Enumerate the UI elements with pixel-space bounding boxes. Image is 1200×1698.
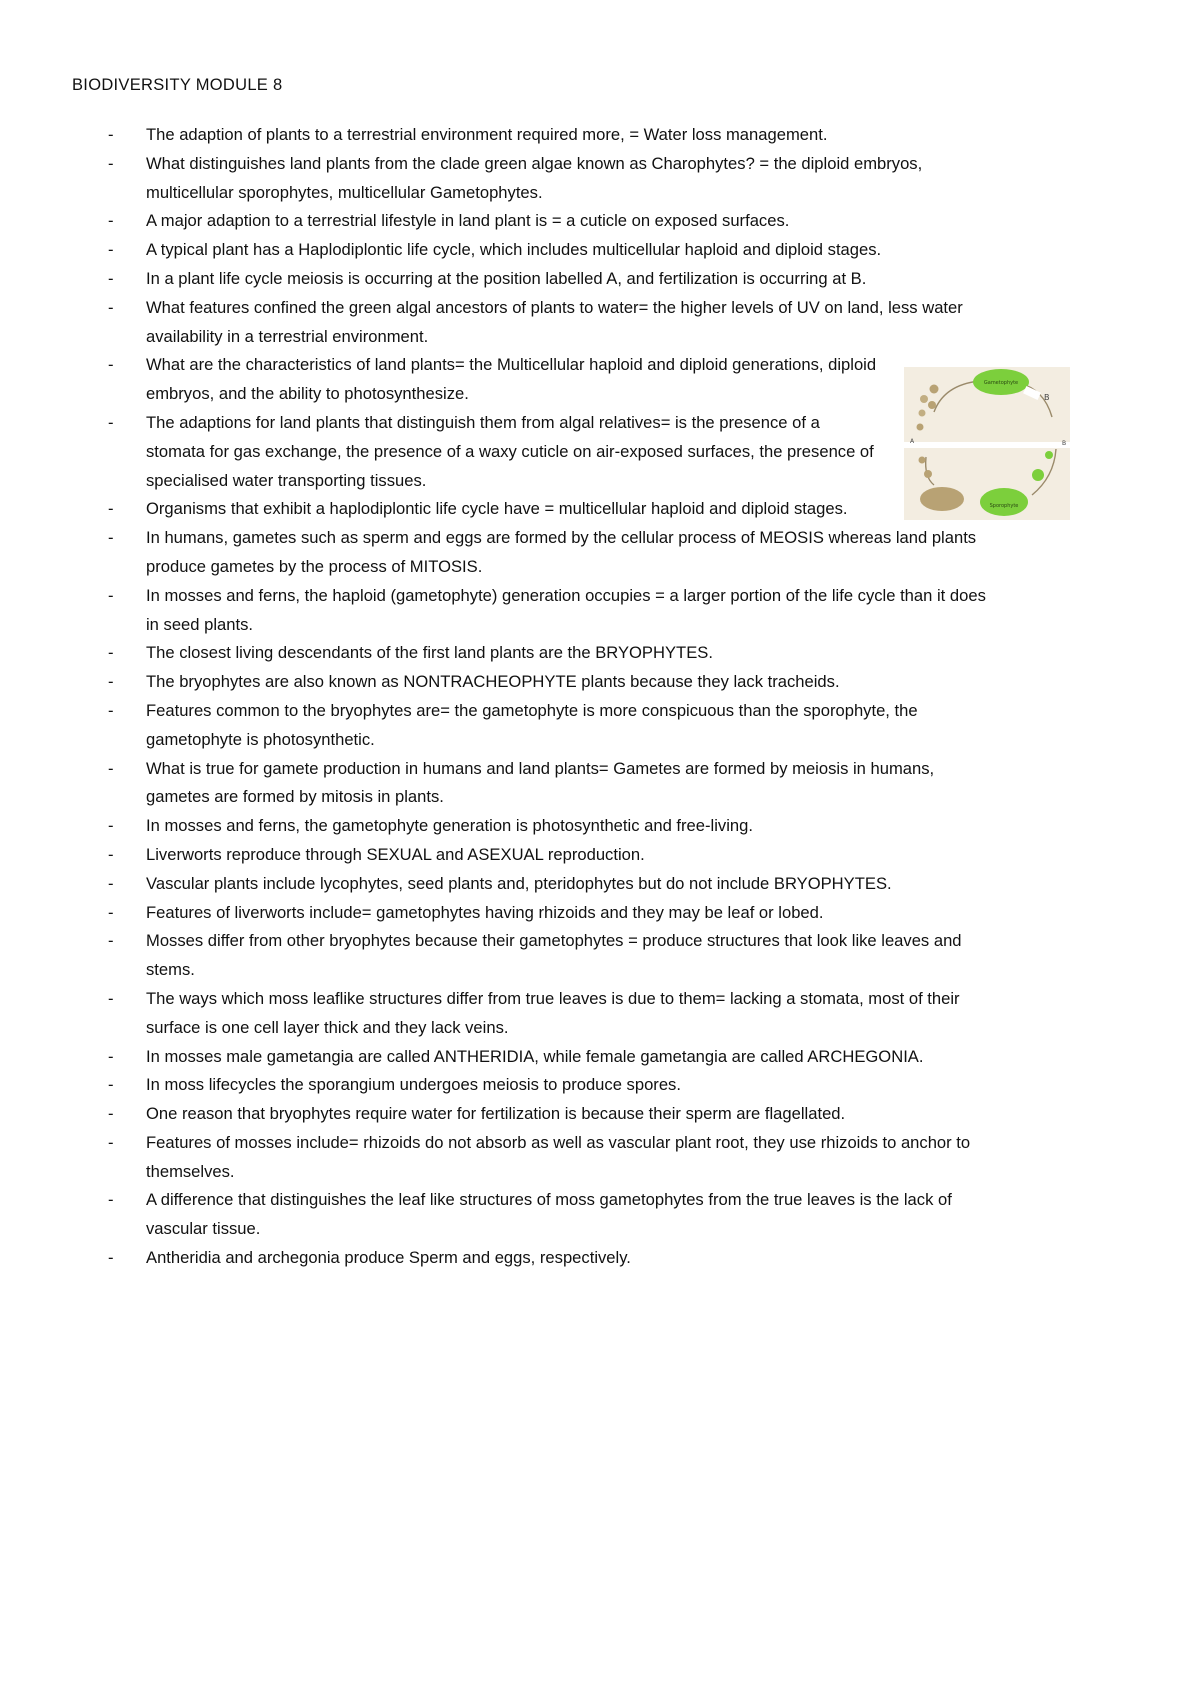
spore-dot [920, 395, 928, 403]
marker-label: B [1062, 440, 1067, 447]
bullet-marker: - [108, 844, 114, 864]
list-item [0, 1043, 1000, 1072]
list-item [0, 1244, 1000, 1273]
marker-label: B [1044, 393, 1050, 402]
list-item [0, 582, 1000, 640]
list-item-text: A difference that distinguishes the leaf like structures of moss gametophytes from the true leaves is the lack of vascular tissue. [146, 1190, 952, 1239]
spore-dot [919, 457, 926, 464]
life-cycle-diagram [904, 367, 1070, 520]
marker-label: A [910, 438, 915, 445]
list-item [0, 1186, 1000, 1244]
generation-divider [904, 442, 1070, 448]
bullet-marker: - [108, 125, 114, 144]
spore-dot [919, 410, 926, 417]
list-item-text: The adaptions for land plants that distinguish them from algal relatives= is the presence of a stomata for gas exchange, the presence of a waxy cuticle on air-exposed surfaces, the presence of specialised water transporting tissues. [146, 412, 874, 490]
bullet-marker: - [108, 153, 114, 173]
list-item [0, 870, 1000, 899]
bullet-marker: - [108, 355, 114, 375]
bullet-marker: - [108, 1046, 114, 1066]
list-item-text: The adaption of plants to a terrestrial environment required more, = Water loss management. [146, 125, 828, 144]
list-item [0, 1071, 1000, 1100]
list-item-text: A typical plant has a Haplodiplontic life cycle, which includes multicellular haploid and diploid stages. [146, 240, 882, 260]
list-item [0, 524, 1000, 582]
list-item-text: Features of mosses include= rhizoids do not absorb as well as vascular plant root, they use rhizoids to anchor to themselves. [146, 1132, 971, 1181]
list-item-text: Features common to the bryophytes are= the gametophyte is more conspicuous than the sporophyte, the gametophyte is photosynthetic. [146, 700, 918, 749]
list-item-text: What are the characteristics of land plants= the Multicellular haploid and diploid generations, diploid embryos, and the ability to photosynthesize. [146, 355, 877, 404]
list-item [0, 351, 880, 409]
bullet-marker: - [108, 988, 114, 1008]
bullet-marker: - [108, 643, 114, 663]
bullet-marker: - [108, 297, 114, 317]
bullet-marker: - [108, 268, 114, 288]
bullet-marker: - [108, 902, 114, 922]
list-item-text: Vascular plants include lycophytes, seed plants and, pteridophytes but do not include BRYOPHYTES. [146, 873, 892, 893]
spore-dot [924, 470, 932, 478]
bullet-marker: - [108, 931, 114, 951]
document-title: BIODIVERSITY MODULE 8 [72, 76, 283, 94]
list-item [0, 265, 1000, 294]
list-item-text: Mosses differ from other bryophytes because their gametophytes = produce structures that look like leaves and stems. [146, 931, 962, 980]
list-item [0, 899, 1000, 928]
list-item [0, 755, 1000, 813]
list-item-text: In moss lifecycles the sporangium undergoes meiosis to produce spores. [146, 1075, 681, 1095]
list-item-text: In mosses and ferns, the gametophyte generation is photosynthetic and free-living. [146, 816, 753, 836]
list-item [0, 150, 1000, 208]
zygote-dot [1045, 451, 1053, 459]
list-item-text: In a plant life cycle meiosis is occurring at the position labelled A, and fertilization is occurring at B. [146, 268, 867, 288]
list-item [0, 985, 1000, 1043]
list-item [0, 639, 1000, 668]
bullet-marker: - [108, 700, 114, 720]
list-item-text: One reason that bryophytes require water for fertilization is because their sperm are flagellated. [146, 1104, 846, 1124]
list-item [0, 668, 1000, 697]
bullet-marker: - [108, 758, 114, 778]
bullet-marker: - [108, 816, 114, 836]
bullet-list [0, 121, 1200, 1273]
bullet-marker: - [108, 211, 114, 231]
sporophyte-node [980, 488, 1028, 516]
list-item-text: Liverworts reproduce through SEXUAL and ASEXUAL reproduction. [146, 844, 645, 864]
list-item [0, 495, 880, 524]
list-item-text: The bryophytes are also known as NONTRACHEOPHYTE plants because they lack tracheids. [146, 672, 840, 692]
bullet-marker: - [108, 873, 114, 893]
bullet-marker: - [108, 412, 114, 432]
bullet-marker: - [108, 672, 114, 692]
spore-dot [928, 401, 936, 409]
gametophyte-label: Gametophyte [983, 380, 1019, 386]
bullet-marker: - [108, 1132, 114, 1152]
list-item-text: Antheridia and archegonia produce Sperm and eggs, respectively. [146, 1248, 631, 1268]
list-item-text: Features of liverworts include= gametophytes having rhizoids and they may be leaf or lobed. [146, 902, 824, 922]
list-item [0, 927, 1000, 985]
list-item [0, 207, 1000, 236]
list-item [0, 121, 1000, 150]
bullet-marker: - [108, 1075, 114, 1095]
life-cycle-figure [904, 367, 1070, 520]
list-item-text: What is true for gamete production in humans and land plants= Gametes are formed by meiosis in humans, gametes are formed by mitosis in plants. [146, 758, 935, 807]
bullet-marker: - [108, 1248, 114, 1268]
list-item [0, 236, 1000, 265]
bullet-marker: - [108, 528, 114, 548]
list-item-text: In humans, gametes such as sperm and eggs are formed by the cellular process of MEOSIS whereas land plants produce gametes by the process of MITOSIS. [146, 528, 977, 576]
list-item-text: What distinguishes land plants from the clade green algae known as Charophytes? = the diploid embryos, multicellular sporophytes, multicellular Gametophytes. [146, 153, 923, 202]
list-item [0, 841, 1000, 870]
embryo-dot [1032, 469, 1044, 481]
list-item-text: Organisms that exhibit a haplodiplontic life cycle have = multicellular haploid and diploid stages. [146, 499, 848, 519]
bullet-marker: - [108, 240, 114, 260]
list-item-text: A major adaption to a terrestrial lifestyle in land plant is = a cuticle on exposed surfaces. [146, 211, 790, 231]
list-item-text: The ways which moss leaflike structures differ from true leaves is due to them= lacking a stomata, most of their surface is one cell layer thick and they lack veins. [146, 988, 960, 1037]
list-item [0, 1100, 1000, 1129]
list-item [0, 697, 1000, 755]
list-item [0, 1129, 1000, 1187]
list-item-text: In mosses and ferns, the haploid (gametophyte) generation occupies = a larger portion of the life cycle than it does in seed plants. [146, 585, 986, 634]
list-item [0, 294, 1000, 352]
list-item [0, 812, 1000, 841]
bullet-marker: - [108, 1190, 114, 1210]
bullet-marker: - [108, 585, 114, 605]
bullet-marker: - [108, 499, 114, 519]
list-item [0, 409, 880, 495]
sporangium-node [920, 487, 964, 511]
bullet-marker: - [108, 1104, 114, 1124]
list-item-text: The closest living descendants of the first land plants are the BRYOPHYTES. [146, 643, 713, 663]
spore-dot [930, 385, 939, 394]
sporophyte-label: Sporophyte [989, 503, 1019, 509]
list-item-text: In mosses male gametangia are called ANTHERIDIA, while female gametangia are called ARCHEGONIA. [146, 1046, 924, 1066]
list-item-text: What features confined the green algal ancestors of plants to water= the higher levels of UV on land, less water availability in a terrestrial environment. [146, 297, 963, 346]
spore-dot [917, 424, 924, 431]
